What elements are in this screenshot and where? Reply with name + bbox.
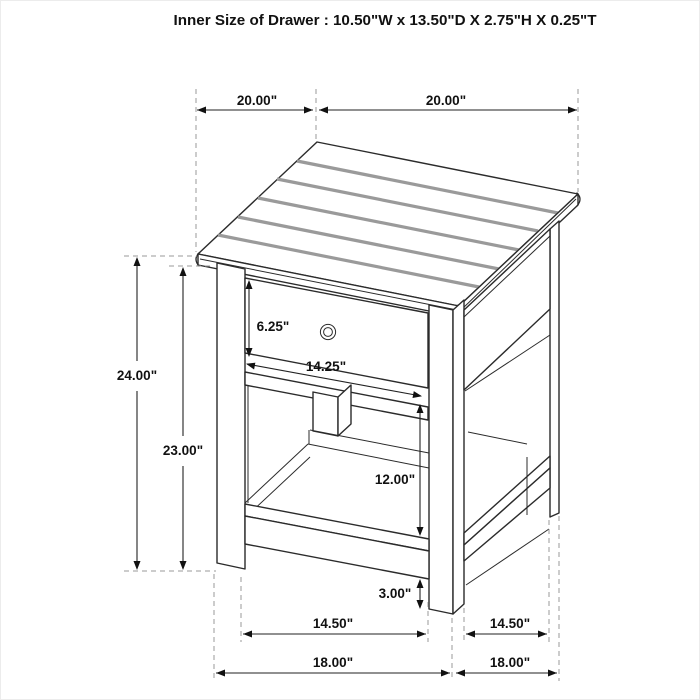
dim-shelf-clearance — [375, 404, 424, 536]
front-left-leg — [217, 263, 245, 569]
shelf — [245, 504, 429, 579]
dim-height-under-top — [163, 267, 203, 570]
side-shelf-board — [464, 456, 550, 545]
dim-label-base-width: 18.00" — [312, 655, 354, 670]
dim-label-height-under-top: 23.00" — [162, 443, 204, 458]
dim-height-total — [117, 257, 157, 570]
dim-label-top-width-left: 20.00" — [236, 93, 278, 108]
dim-base-width — [216, 655, 450, 677]
dim-label-drawer-width: 14.25" — [305, 359, 347, 374]
dim-label-base-depth: 18.00" — [489, 655, 531, 670]
dim-label-top-width-right: 20.00" — [425, 93, 467, 108]
dim-label-leg-span-side: 14.50" — [489, 616, 531, 631]
dim-label-leg-span-front: 14.50" — [312, 616, 354, 631]
side-shelf-rail — [464, 468, 550, 561]
dim-top-width-left — [197, 93, 313, 114]
table-drawing — [196, 142, 580, 614]
center-glide-front — [313, 392, 338, 436]
back-right-leg — [550, 221, 559, 517]
dim-label-height-total: 24.00" — [116, 368, 158, 383]
dim-base-depth — [456, 655, 557, 677]
dim-label-shelf-height: 3.00" — [378, 586, 412, 601]
dim-label-drawer-height: 6.25" — [256, 319, 290, 334]
front-right-leg — [429, 305, 453, 614]
dim-top-width-right — [319, 93, 577, 114]
dim-leg-span-side — [466, 616, 547, 638]
end-table-dimension-diagram — [1, 1, 700, 700]
drawing-title: Inner Size of Drawer : 10.50"W x 13.50"D X 2.75"H X 0.25"T — [173, 12, 597, 29]
dim-leg-span-front — [243, 616, 426, 638]
dim-shelf-height — [379, 579, 424, 609]
dim-label-shelf-clearance: 12.00" — [374, 472, 416, 487]
front-right-leg-side — [453, 300, 464, 614]
